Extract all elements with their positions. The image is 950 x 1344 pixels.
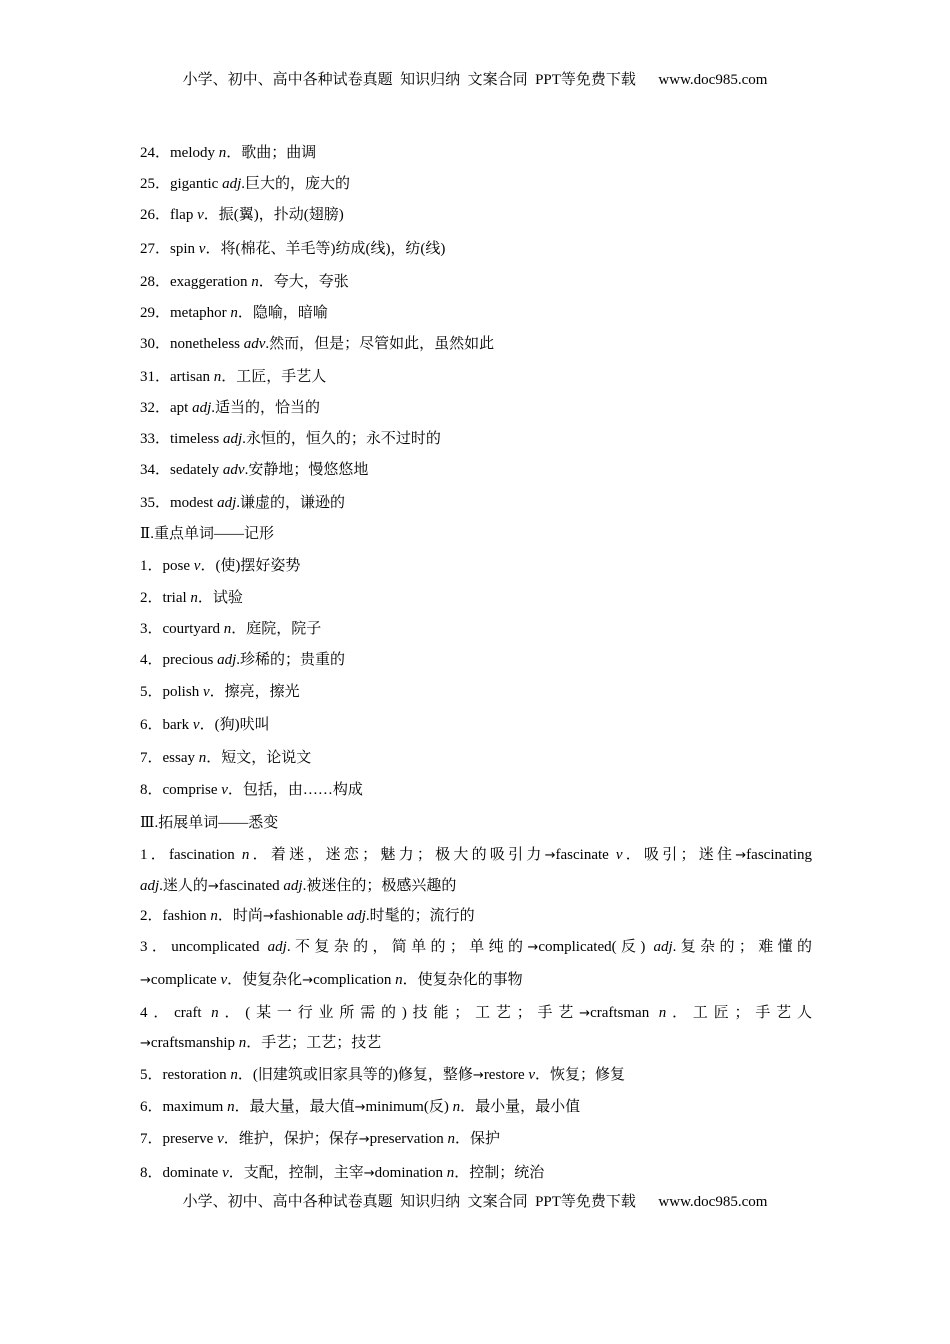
item-number: 4． xyxy=(140,652,163,668)
item-part-of-speech: n xyxy=(230,305,238,321)
item-part-of-speech: adj xyxy=(222,431,243,447)
item-text-segment: fashionable xyxy=(273,908,347,924)
item-number: 8． xyxy=(140,782,163,798)
item-part-of-speech: n xyxy=(241,847,250,863)
item-text-segment: .不复杂的，简单的；单纯的 xyxy=(286,939,528,955)
vocab-item xyxy=(140,367,326,387)
vocab-item xyxy=(140,1129,500,1150)
item-part-of-speech: n xyxy=(658,1005,667,1021)
item-part-of-speech: adj xyxy=(217,652,237,668)
item-number: 31． xyxy=(140,369,171,385)
item-number: 24． xyxy=(140,145,171,161)
arrow-right-icon: → xyxy=(262,909,274,924)
item-text-segment: 6．maximum xyxy=(140,1099,228,1115)
item-part-of-speech: adj xyxy=(140,878,160,894)
item-number: 33． xyxy=(140,431,171,447)
item-text-segment: ．使复杂化 xyxy=(227,972,303,988)
item-word: nonetheless xyxy=(170,336,244,352)
item-word: apt xyxy=(170,400,193,416)
item-definition: ．(使)摆好姿势 xyxy=(200,558,301,574)
item-part-of-speech: adj xyxy=(346,908,366,924)
item-part-of-speech: n xyxy=(395,972,403,988)
item-word: precious xyxy=(162,652,218,668)
item-text-segment: 7．preserve xyxy=(140,1131,218,1147)
vocab-item xyxy=(140,334,494,354)
item-text-segment: complication xyxy=(313,972,396,988)
vocab-item-line xyxy=(140,845,812,866)
arrow-right-icon: → xyxy=(472,1068,484,1083)
vocab-item xyxy=(140,460,368,480)
item-word: metaphor xyxy=(170,305,231,321)
item-number: 1． xyxy=(140,558,163,574)
vocab-item-line xyxy=(140,937,812,958)
item-number: 3． xyxy=(140,621,163,637)
vocab-item xyxy=(140,780,363,800)
item-word: courtyard xyxy=(162,621,224,637)
item-part-of-speech: n xyxy=(238,1035,247,1051)
item-text-segment: ．最大量，最大值 xyxy=(234,1099,355,1115)
item-definition: .谦虚的，谦逊的 xyxy=(236,495,346,511)
vocab-item xyxy=(140,272,349,292)
vocab-item-line-continued xyxy=(140,970,523,991)
vocab-item xyxy=(140,429,441,449)
page-footer: 小学、初中、高中各种试卷真题 知识归纳 文案合同 PPT等免费下载 www.doc985.com xyxy=(182,1194,768,1210)
item-definition: ．隐喻，暗喻 xyxy=(237,305,328,321)
item-definition: .适当的，恰当的 xyxy=(211,400,321,416)
item-text-segment: fascinated xyxy=(218,878,284,894)
item-part-of-speech: n xyxy=(190,590,198,606)
item-part-of-speech: adv xyxy=(222,462,245,478)
item-word: melody xyxy=(170,145,219,161)
arrow-right-icon: → xyxy=(358,1132,370,1147)
item-part-of-speech: adj xyxy=(192,400,212,416)
vocab-item xyxy=(140,556,300,576)
item-definition: ．歌曲；曲调 xyxy=(226,145,317,161)
arrow-right-icon: → xyxy=(302,973,314,988)
item-word: comprise xyxy=(162,782,222,798)
item-text-segment: ．保护 xyxy=(455,1131,501,1147)
arrow-right-icon: → xyxy=(544,848,556,863)
item-part-of-speech: v xyxy=(202,684,210,700)
item-text-segment: ．时尚 xyxy=(217,908,263,924)
item-part-of-speech: v xyxy=(528,1067,536,1083)
vocab-item xyxy=(140,1065,625,1086)
item-number: 29． xyxy=(140,305,171,321)
item-part-of-speech: n xyxy=(446,1165,455,1181)
item-part-of-speech: v xyxy=(193,558,201,574)
item-text-segment: 8．dominate xyxy=(140,1165,223,1181)
item-definition: .然而，但是；尽管如此，虽然如此 xyxy=(265,336,495,352)
item-part-of-speech: n xyxy=(452,1099,461,1115)
item-part-of-speech: v xyxy=(221,782,228,798)
item-word: bark xyxy=(162,717,193,733)
item-definition: ．擦亮，擦光 xyxy=(209,684,300,700)
vocab-item xyxy=(140,174,350,194)
item-number: 30． xyxy=(140,336,171,352)
vocab-item xyxy=(140,715,270,735)
arrow-right-icon: → xyxy=(527,940,539,955)
vocab-item xyxy=(140,493,345,513)
vocab-item xyxy=(140,1097,580,1118)
item-part-of-speech: adj xyxy=(217,495,237,511)
arrow-right-icon: → xyxy=(140,973,151,988)
item-word: gigantic xyxy=(170,176,223,192)
item-part-of-speech: n xyxy=(230,1067,238,1083)
arrow-right-icon: → xyxy=(207,879,219,894)
item-part-of-speech: n xyxy=(210,908,218,924)
item-definition: ．工匠，手艺人 xyxy=(221,369,327,385)
item-part-of-speech: v xyxy=(198,241,206,257)
item-number: 27． xyxy=(140,241,171,257)
item-number: 5． xyxy=(140,684,163,700)
item-part-of-speech: v xyxy=(222,1165,229,1181)
item-text-segment: ．(某一行业所需的)技能；工艺；手艺 xyxy=(218,1005,580,1021)
item-text-segment: ．支配，控制，主宰 xyxy=(228,1165,364,1181)
arrow-right-icon: → xyxy=(579,1006,591,1021)
arrow-right-icon: → xyxy=(363,1166,375,1181)
item-word: artisan xyxy=(170,369,214,385)
item-part-of-speech: adj xyxy=(283,878,303,894)
item-text-segment: ．(旧建筑或旧家具等的)修复，整修 xyxy=(237,1067,473,1083)
item-text-segment: 2．fashion xyxy=(140,908,211,924)
item-text-segment: craftsman xyxy=(590,1005,659,1021)
item-definition: ．夸大，夸张 xyxy=(258,274,349,290)
item-text-segment: ．工匠；手艺人 xyxy=(666,1005,812,1021)
section-heading-key-words: Ⅱ.重点单词——记形 xyxy=(140,526,274,542)
item-part-of-speech: n xyxy=(198,750,207,766)
item-part-of-speech: adv xyxy=(243,336,266,352)
item-text-segment: ．最小量，最小值 xyxy=(460,1099,581,1115)
item-number: 26． xyxy=(140,207,171,223)
item-definition: ．庭院，院子 xyxy=(231,621,322,637)
item-text-segment: fascinate xyxy=(555,847,616,863)
vocab-item xyxy=(140,143,316,163)
item-word: trial xyxy=(162,590,191,606)
page-header: 小学、初中、高中各种试卷真题 知识归纳 文案合同 PPT等免费下载 www.doc985.com xyxy=(182,72,768,88)
vocab-item-line-continued xyxy=(140,1033,381,1054)
item-text-segment: 1．fascination xyxy=(140,847,242,863)
item-definition: .珍稀的；贵重的 xyxy=(236,652,346,668)
arrow-right-icon: → xyxy=(354,1100,366,1115)
item-part-of-speech: v xyxy=(615,847,623,863)
item-text-segment: 3．uncomplicated xyxy=(140,939,268,955)
item-text-segment: craftsmanship xyxy=(150,1035,239,1051)
item-number: 25． xyxy=(140,176,171,192)
item-number: 32． xyxy=(140,400,171,416)
item-text-segment: .被迷住的；极感兴趣的 xyxy=(302,878,457,894)
item-definition: .巨大的，庞大的 xyxy=(241,176,351,192)
item-part-of-speech: adj xyxy=(267,939,287,955)
vocab-item xyxy=(140,650,345,670)
item-part-of-speech: n xyxy=(211,1005,219,1021)
vocab-item xyxy=(140,682,300,702)
item-word: sedately xyxy=(170,462,223,478)
item-word: modest xyxy=(170,495,218,511)
vocab-item xyxy=(140,588,243,608)
item-number: 6． xyxy=(140,717,163,733)
vocab-item xyxy=(140,748,311,768)
item-text-segment: ．维护，保护；保存 xyxy=(223,1131,359,1147)
item-part-of-speech: n xyxy=(213,369,222,385)
vocab-item xyxy=(140,303,328,323)
item-word: pose xyxy=(162,558,194,574)
item-text-segment: 4．craft xyxy=(140,1005,212,1021)
item-text-segment: ．控制；统治 xyxy=(454,1165,545,1181)
item-text-segment: minimum(反) xyxy=(365,1099,453,1115)
item-part-of-speech: v xyxy=(217,1131,224,1147)
item-definition: ．包括，由……构成 xyxy=(227,782,363,798)
item-definition: .安静地；慢悠悠地 xyxy=(244,462,369,478)
item-word: timeless xyxy=(170,431,223,447)
item-word: essay xyxy=(162,750,199,766)
item-text-segment: ．使复杂化的事物 xyxy=(402,972,523,988)
item-word: exaggeration xyxy=(170,274,252,290)
item-number: 34． xyxy=(140,462,171,478)
arrow-right-icon: → xyxy=(735,848,747,863)
section-heading-extended-words: Ⅲ.拓展单词——悉变 xyxy=(140,815,279,831)
item-number: 28． xyxy=(140,274,171,290)
item-part-of-speech: adj xyxy=(222,176,242,192)
item-text-segment: .迷人的 xyxy=(159,878,208,894)
vocab-item xyxy=(140,906,475,927)
vocab-item xyxy=(140,619,321,639)
vocab-item xyxy=(140,1163,544,1184)
item-definition: ．(狗)吠叫 xyxy=(199,717,270,733)
item-word: polish xyxy=(162,684,203,700)
item-number: 2． xyxy=(140,590,163,606)
item-part-of-speech: v xyxy=(220,972,228,988)
vocab-item-line-continued xyxy=(140,876,456,897)
item-text-segment: restore xyxy=(483,1067,529,1083)
item-text-segment: fascinating xyxy=(746,847,812,863)
item-part-of-speech: n xyxy=(218,145,227,161)
item-text-segment: 5．restoration xyxy=(140,1067,231,1083)
item-part-of-speech: n xyxy=(227,1099,235,1115)
item-text-segment: ．吸引；迷住 xyxy=(622,847,736,863)
item-text-segment: preservation xyxy=(369,1131,448,1147)
item-part-of-speech: n xyxy=(447,1131,456,1147)
vocab-item-line xyxy=(140,1003,812,1024)
item-text-segment: domination xyxy=(374,1165,447,1181)
item-text-segment: complicate xyxy=(150,972,221,988)
item-text-segment: .复杂的；难懂的 xyxy=(672,939,812,955)
item-number: 7． xyxy=(140,750,163,766)
item-definition: ．将(棉花、羊毛等)纺成(线)，纺(线) xyxy=(205,241,446,257)
item-part-of-speech: adj xyxy=(653,939,673,955)
arrow-right-icon: → xyxy=(140,1036,151,1051)
vocab-item xyxy=(140,205,344,225)
item-text-segment: ．恢复；修复 xyxy=(535,1067,626,1083)
item-text-segment: ．着迷，迷恋；魅力；极大的吸引力 xyxy=(249,847,545,863)
vocab-item xyxy=(140,239,445,259)
vocab-item xyxy=(140,398,320,418)
item-part-of-speech: v xyxy=(192,717,200,733)
item-text-segment: .时髦的；流行的 xyxy=(365,908,475,924)
item-definition: ．振(翼)，扑动(翅膀) xyxy=(203,207,344,223)
item-text-segment: complicated(反) xyxy=(538,939,654,955)
item-text-segment: ．手艺；工艺；技艺 xyxy=(246,1035,382,1051)
item-part-of-speech: v xyxy=(197,207,204,223)
item-word: spin xyxy=(170,241,199,257)
item-definition: .永恒的，恒久的；永不过时的 xyxy=(242,431,441,447)
item-definition: ．试验 xyxy=(197,590,243,606)
item-part-of-speech: n xyxy=(251,274,259,290)
item-definition: ．短文，论说文 xyxy=(206,750,312,766)
item-number: 35． xyxy=(140,495,171,511)
item-word: flap xyxy=(170,207,198,223)
item-part-of-speech: n xyxy=(223,621,232,637)
